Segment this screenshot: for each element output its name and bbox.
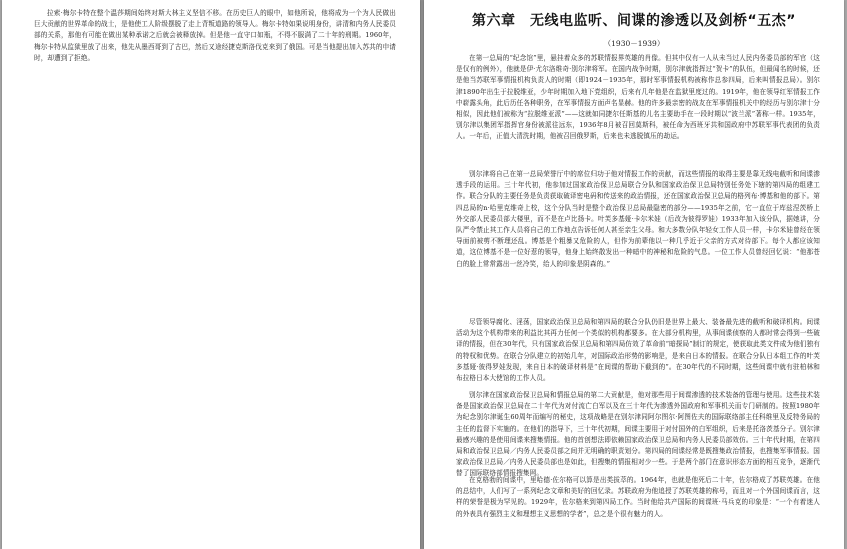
chapter-title: 第六章 无线电监听、间谍的渗透以及剑桥“五杰”: [472, 13, 796, 29]
paragraph-2: 别尔津将自己在第一总局荣誉厅中的席位归功于他对情报工作的贡献，而这些情报的取得主要是靠无线电截听和间谍渗透手段的运用。三十年代初，他参加过国家政治保卫总局联合分队和国家政治保卫总局特别任务处下辖的第四局的组建工作。联合分队的主要任务是负责获取破译密电码和传送来的政治情报，还在国家政治保卫总局的格列布·博基和他的部下。第四总局的n·哈里克维奇上校，这个分队当时是整个政治保卫总局最隐密的部分——1935年之前，它一直位于库兹涅茨桥上外交部人民委员部大楼里，而不是在卢比扬卡。叶芙多基娅·卡尔米娃（后改为彼得罗娃）1933年加入该分队，据她讲，分队严令禁止其工作人员将自己的工作地点告诉任何人甚至亲生父母。和大多数分队年轻女工作人员一样，卡尔米娃曾经在领导面前被剪不断理还乱。博基是个粗暴又危险的人，但作为前辈他以一种几乎近于父亲的方式对待部下。每个人都应该知道，这位博基不是一位好惹的领导，他身上始终散发出一种暗中的神秘和危险的气息。一位工作人员曾经回忆说：“他那苍白的脸上常常露出一丝冷笑，给人的印象是阴森的。”: [456, 170, 820, 268]
right-page: [424, 0, 844, 549]
chapter-years: （1930－1939）: [603, 39, 665, 48]
paragraph-5: 在克格勃的间谍中，里哈德·佐尔格可以算是出类拔萃的。1964年，也就是他死后二十年，佐尔格成了苏联英雄。在他的总结中，人们写了一系列纪念文章和美好的回忆录。苏联政府为他追授了苏联英雄的称号，而且对一个外国间谍而言，这样的荣誉是极为罕见的。1929年，佐尔格来到第四局工作。当时他给共产国际的间谍班·马兵克的印象是：“一个有着迷人的外表具有强烈主义和理想主义思想的学者”，总之是个很有魅力的人。: [456, 476, 820, 518]
left-page: [2, 0, 420, 549]
paragraph-4: 别尔津在国家政治保卫总局和情报总局的第二大贡献是，他对那些用于间谍渗透的技术装备的管理与使用。这些技术装备是国家政治保卫总局在二十年代为对付流亡白军以及在三十年代为渗透外国政府和军事机关而专门研制的。按照1980年为纪念别尔津诞生60周年而编写的秘史，这项战略是在别尔津同阿尔图尔·阿图佐夫的国际联络部主任科维里及反特务局的主任的监督下实施的。在他们的指导下，三十年代初期，间谍主要用于对付国外的白军组织，后来是托洛茨基分子。别尔津最感兴趣的是使用间谍来搜集情报。他的首创想法即依赖国家政治保卫总局和内务人民委员部效仿。三十年代时期，在第四局和政治保卫总局／内务人民委员部之间并无明确的职责划分。第四局的间谍经常是既搜集政治情报，也搜集军事情报。国家政治保卫总局／内务人民委员部也是如此，但搜集的情报相对少一些。于是两个部门在意识形态方面的相互竞争，逐渐代替了国际联络部情报搜集网。: [456, 391, 820, 478]
paragraph-1: 在第一总局的“纪念馆”里，悬挂着众多的苏联情报界英雄的肖像。但其中仅有一人从未当过人民内务委员部的军官（这是仅有的例外），他就是伊·尤尔洛维奇·别尔津将军。在国内战争时期，别尔津就指挥过“贺卡”的队伍，但最闻名的时候，还是他当苏联军事情报机构负责人的时期（即1924－1935年，那时军事情报机构被称作总参四局，后来叫情报总局）。别尔津1890年出生于拉脱维亚，少年时期加入地下党组织，后来有几年他是在监狱里度过的。1919年，他在领导红军情报工作中崭露头角，此后历任各种职务，在军事情报方面声名显赫。他的许多最亲密的战友在军事情报机关中的经历与别尔津十分相似，因此他们被称为“拉脱维亚派”——这就如同捷尔任斯基的儿名主要助手在一段时期以“波兰派”著称一样。1935年，别尔津以集团军指挥官身份被派往远东，1936年8月被召回莫斯科，被任命为西班牙共和国政府中苏联军事代表团的负责人。一年后，正值大清洗时期，他被召回俄罗斯，后来也未逃脱镇压的劫运。: [456, 54, 820, 141]
left-page-paragraph: 拉索·梅尔卡特在整个温莎期间始终对斯大林主义坚信不移。在历史巨人的眼中，如他所说，他将成为一个为人民做出巨大贡献的世界革命的战士，是他使工人阶级摆脱了走上背叛道路的领导人。梅尔卡特如果说明身份，讲清和内务人民委员部的关系，那他有可能在做出某种承诺之后就会被释放掉。但是他一直守口如瓶，不得不服满了二十年的刑期。1960年，梅尔卡特从监狱里放了出来，他先从墨西哥到了古巴，然后又途经捷克斯洛伐克来到了俄国。可是当他提出加入苏共的申请时，却遭到了拒绝。: [34, 9, 396, 62]
paragraph-3: 尽管领导腐化、淫荡，国家政治保卫总局和第四局的联合分队仍旧是世界上最大、装备最先进的截听和破译机构。间谍活动为这个机构带来的利益比其再力任何一个类似的机构都要多。在大部分机构里，从事间谍侦察的人都时常会得到一些破译的情报，但在30年代，只有国家政治保卫总局和第四局仿效了革命前“暗探局”制订的规定，使获取此类文件成为他们独有的特权和优势。在联合分队建立的初始几年，对国际政治形势的影响是，是来自日本的情报。在联合分队日本组工作的叶芙多基娅·彼得罗娃发现，来自日本的破译材料是“在间谍的帮助下截到的”。在30年代的不同时期，这些间谍中就有驻柏林和布拉格日本大使馆的工作人员。: [456, 318, 820, 383]
